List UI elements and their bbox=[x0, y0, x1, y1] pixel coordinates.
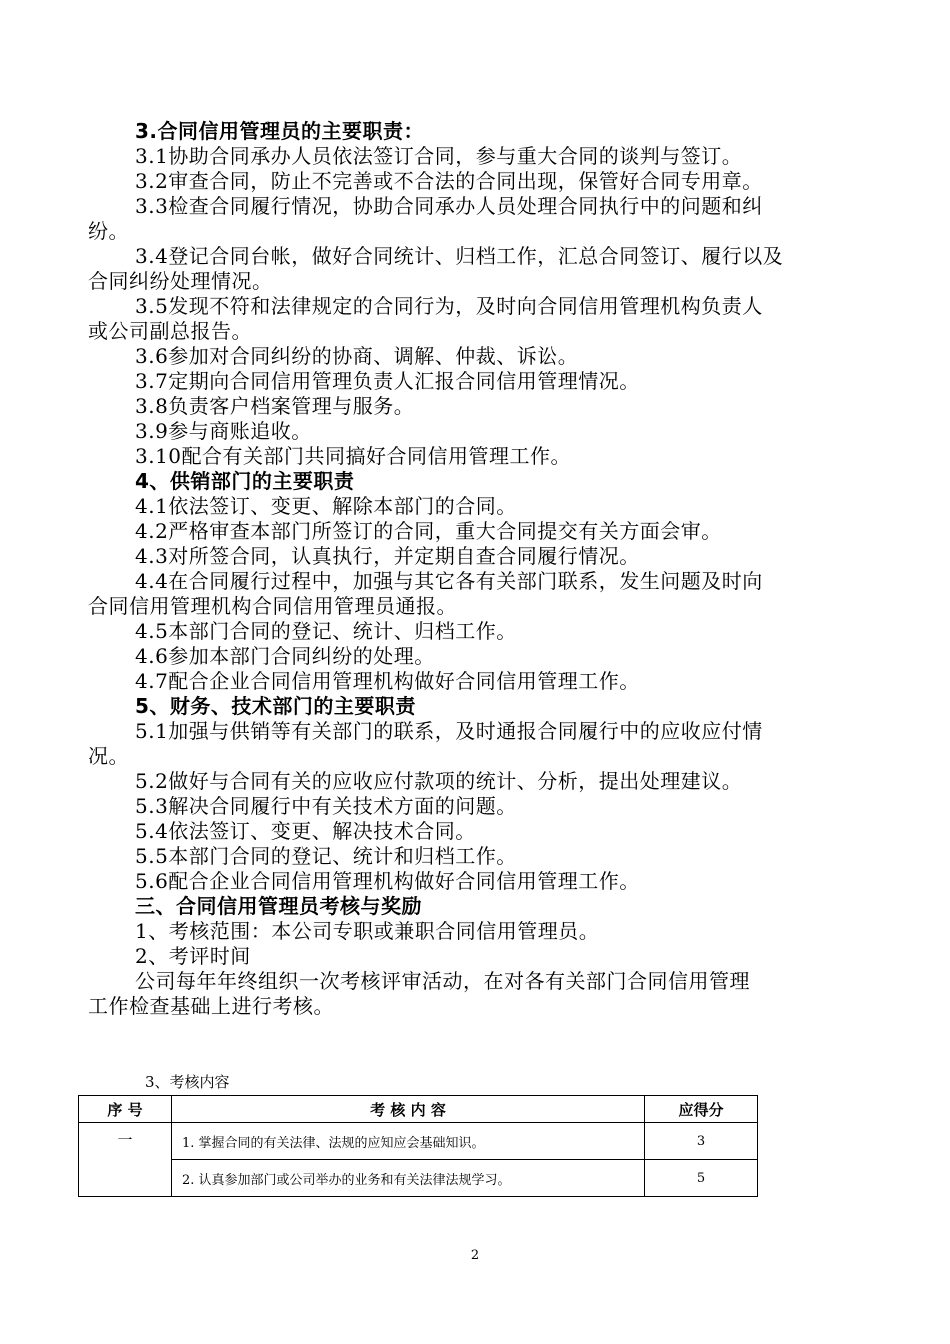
text-line: 3.10配合有关部门共同搞好合同信用管理工作。 bbox=[135, 444, 572, 468]
assessment-table bbox=[78, 1095, 758, 1197]
row-content: 1. 掌握合同的有关法律、法规的应知应会基础知识。 bbox=[172, 1123, 645, 1160]
body-text bbox=[88, 119, 868, 1019]
section-heading: 4、供销部门的主要职责 bbox=[135, 469, 355, 493]
text-line: 公司每年年终组织一次考核评审活动，在对各有关部门合同信用管理 bbox=[135, 969, 750, 993]
text-line: 4.2严格审查本部门所签订的合同，重大合同提交有关方面会审。 bbox=[135, 519, 722, 543]
text-line: 4.1依法签订、变更、解除本部门的合同。 bbox=[135, 494, 517, 518]
text-line: 1、考核范围：本公司专职或兼职合同信用管理员。 bbox=[135, 919, 600, 943]
text-line: 5.3解决合同履行中有关技术方面的问题。 bbox=[135, 794, 517, 818]
text-line: 纷。 bbox=[88, 219, 129, 243]
row-score: 5 bbox=[645, 1160, 758, 1197]
text-line: 2、考评时间 bbox=[135, 944, 251, 968]
text-line: 3.9参与商账追收。 bbox=[135, 419, 312, 443]
text-line: 4.6参加本部门合同纠纷的处理。 bbox=[135, 644, 435, 668]
text-line: 3.3检查合同履行情况，协助合同承办人员处理合同执行中的问题和纠 bbox=[135, 194, 763, 218]
text-line: 3.4登记合同台帐，做好合同统计、归档工作，汇总合同签订、履行以及 bbox=[135, 244, 784, 268]
page-number: 2 bbox=[470, 1248, 480, 1263]
header-content: 考 核 内 容 bbox=[172, 1096, 645, 1123]
row-group-number: 一 bbox=[79, 1123, 172, 1197]
row-score: 3 bbox=[645, 1123, 758, 1160]
text-line: 5.4依法签订、变更、解决技术合同。 bbox=[135, 819, 476, 843]
text-line: 3.1协助合同承办人员依法签订合同，参与重大合同的谈判与签订。 bbox=[135, 144, 743, 168]
table-row bbox=[79, 1160, 758, 1197]
text-line: 4.7配合企业合同信用管理机构做好合同信用管理工作。 bbox=[135, 669, 640, 693]
text-line: 或公司副总报告。 bbox=[88, 319, 252, 343]
text-line: 3.7定期向合同信用管理负责人汇报合同信用管理情况。 bbox=[135, 369, 640, 393]
text-line: 3.5发现不符和法律规定的合同行为，及时向合同信用管理机构负责人 bbox=[135, 294, 763, 318]
text-line: 4.3对所签合同，认真执行，并定期自查合同履行情况。 bbox=[135, 544, 640, 568]
text-line: 况。 bbox=[88, 744, 129, 768]
text-line: 5.2做好与合同有关的应收应付款项的统计、分析，提出处理建议。 bbox=[135, 769, 743, 793]
text-line: 4.4在合同履行过程中，加强与其它各有关部门联系，发生问题及时向 bbox=[135, 569, 763, 593]
row-content: 2. 认真参加部门或公司举办的业务和有关法律法规学习。 bbox=[172, 1160, 645, 1197]
text-line: 合同信用管理机构合同信用管理员通报。 bbox=[88, 594, 457, 618]
text-line: 3.2审查合同，防止不完善或不合法的合同出现，保管好合同专用章。 bbox=[135, 169, 763, 193]
section-heading: 5、财务、技术部门的主要职责 bbox=[135, 694, 416, 718]
header-number: 序 号 bbox=[79, 1096, 172, 1123]
header-score: 应得分 bbox=[645, 1096, 758, 1123]
text-line: 5.6配合企业合同信用管理机构做好合同信用管理工作。 bbox=[135, 869, 640, 893]
text-line: 合同纠纷处理情况。 bbox=[88, 269, 273, 293]
text-line: 5.1加强与供销等有关部门的联系，及时通报合同履行中的应收应付情 bbox=[135, 719, 763, 743]
text-line: 3.8负责客户档案管理与服务。 bbox=[135, 394, 415, 418]
text-line: 4.5本部门合同的登记、统计、归档工作。 bbox=[135, 619, 517, 643]
text-line: 工作检查基础上进行考核。 bbox=[88, 994, 334, 1018]
table-row bbox=[79, 1123, 758, 1160]
text-line: 3.6参加对合同纠纷的协商、调解、仲裁、诉讼。 bbox=[135, 344, 579, 368]
table-caption: 3、考核内容 bbox=[145, 1073, 230, 1091]
text-line: 5.5本部门合同的登记、统计和归档工作。 bbox=[135, 844, 517, 868]
table-header-row bbox=[79, 1096, 758, 1123]
section-heading: 3.合同信用管理员的主要职责： bbox=[135, 119, 425, 143]
section-heading: 三、合同信用管理员考核与奖励 bbox=[135, 894, 422, 918]
